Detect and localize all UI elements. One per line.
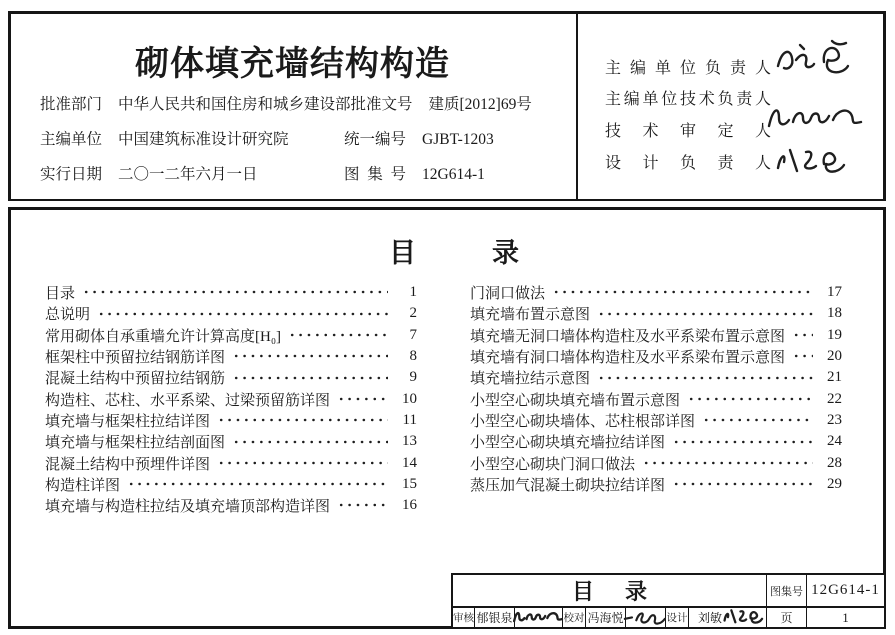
- toc-dot-leader: [597, 303, 813, 324]
- chief-unit-value: 中国建筑标准设计研究院: [118, 131, 289, 148]
- toc-entry-title: 目录: [45, 286, 76, 303]
- toc-entry-title: 门洞口做法: [470, 286, 546, 303]
- content-box: [8, 207, 886, 629]
- toc-dot-leader: [82, 282, 388, 303]
- chief-unit-label: 主编单位: [40, 131, 103, 148]
- toc-entry-page: 10: [402, 390, 417, 407]
- toc-entry: [45, 452, 417, 473]
- toc-entry-page: 20: [827, 348, 842, 365]
- toc-column-left: [45, 282, 417, 516]
- approval-doc-value: 建质[2012]69号: [428, 96, 532, 113]
- approval-doc-label: 批准文号: [350, 96, 413, 113]
- toc-entry-title: 框架柱中预留拉结钢筋详图: [45, 350, 226, 367]
- toc-entry-title: 填充墙有洞口墙体构造柱及水平系梁布置示意图: [470, 350, 786, 367]
- toc-entry: [45, 325, 417, 346]
- sheet-title-cell: [453, 575, 767, 606]
- toc-entry-page: 13: [402, 433, 417, 450]
- toc-entry-page: 14: [402, 454, 417, 471]
- toc-entry-title: 常用砌体自承重墙允许计算高度[H₀]: [45, 328, 282, 345]
- document-title: 砌体填充墙结构构造: [135, 46, 450, 83]
- toc-entry-page: 16: [402, 497, 417, 514]
- checker-name-cell: 冯海悦: [586, 608, 626, 627]
- toc-entry: [45, 367, 417, 388]
- toc-entry-page: 1: [409, 284, 417, 301]
- toc-entry-title: 小型空心砌块墙体、芯柱根部详图: [470, 413, 696, 430]
- designer-label-cell: 设计: [666, 608, 689, 627]
- signature-design-lead-icon: [770, 140, 858, 180]
- toc-dot-leader: [672, 474, 813, 495]
- toc-dot-leader: [792, 325, 813, 346]
- toc-dot-leader: [552, 282, 813, 303]
- info-row-editor: [40, 127, 565, 148]
- toc-dot-leader: [97, 303, 388, 324]
- toc-entry: [45, 474, 417, 495]
- toc-dot-leader: [337, 388, 388, 409]
- checker-signature-icon: [622, 603, 672, 629]
- atlas-no-value: 12G614-1: [422, 166, 485, 183]
- toc-dot-leader: [337, 495, 388, 516]
- toc-entry: [470, 452, 842, 473]
- role-chief-editor: 主编单位负责人: [605, 60, 771, 77]
- toc-dot-leader: [232, 431, 388, 452]
- sheet-title: 目录: [571, 579, 678, 604]
- toc-entry-page: 11: [402, 411, 417, 428]
- toc-entry: [470, 303, 842, 324]
- toc-dot-leader: [597, 367, 813, 388]
- effective-date-label: 实行日期: [40, 166, 103, 183]
- designer-name: 刘敏: [698, 611, 723, 625]
- toc-entry-page: 24: [827, 433, 842, 450]
- toc-dot-leader: [702, 410, 813, 431]
- info-row-date: [40, 162, 565, 183]
- reviewer-name-cell: 郁银泉: [475, 608, 515, 627]
- atlas-no-cell: 12G614-1: [811, 582, 880, 598]
- atlas-no-label-cell: 图集号: [767, 575, 807, 606]
- toc-dot-leader: [127, 474, 388, 495]
- toc-dot-leader: [792, 346, 813, 367]
- toc-entry: [45, 303, 417, 324]
- toc-entry-page: 18: [827, 305, 842, 322]
- toc-entry: [45, 431, 417, 452]
- toc-entry-title: 填充墙与框架柱拉结剖面图: [45, 435, 226, 452]
- toc-entry: [470, 410, 842, 431]
- toc-entry-title: 小型空心砌块填充墙拉结详图: [470, 435, 666, 452]
- unified-no-label: 统一编号: [344, 131, 407, 148]
- toc-entry-title: 填充墙拉结示意图: [470, 371, 591, 388]
- toc-entry: [470, 367, 842, 388]
- toc-entry-title: 构造柱、芯柱、水平系梁、过梁预留筋详图: [45, 392, 331, 409]
- toc-entry: [45, 282, 417, 303]
- toc-dot-leader: [217, 452, 388, 473]
- toc-entry-title: 小型空心砌块填充墙布置示意图: [470, 392, 681, 409]
- approval-dept-label: 批准部门: [40, 96, 103, 113]
- title-block-row-bottom: [453, 608, 884, 627]
- toc-entry: [45, 495, 417, 516]
- toc-heading: 目录: [389, 238, 595, 268]
- toc-entry-title: 构造柱详图: [45, 477, 121, 494]
- effective-date-value: 二〇一二年六月一日: [118, 166, 258, 183]
- reviewer-signature-icon: [511, 603, 567, 630]
- toc-column-right: [470, 282, 842, 495]
- toc-entry-title: 小型空心砌块门洞口做法: [470, 456, 636, 473]
- toc-entry-title: 蒸压加气混凝土砌块拉结详图: [470, 477, 666, 494]
- toc-dot-leader: [672, 431, 813, 452]
- drawing-title-block: [451, 573, 886, 629]
- toc-entry-page: 22: [827, 390, 842, 407]
- toc-entry: [45, 410, 417, 431]
- toc-entry-page: 21: [827, 369, 842, 386]
- toc-entry-page: 9: [409, 369, 417, 386]
- toc-entry: [470, 346, 842, 367]
- toc-entry: [45, 388, 417, 409]
- signature-tech-approver-icon: [763, 92, 871, 142]
- reviewer-label-cell: 审核: [453, 608, 475, 627]
- toc-entry: [470, 431, 842, 452]
- toc-entry: [470, 474, 842, 495]
- toc-entry-page: 2: [409, 305, 417, 322]
- toc-entry-title: 总说明: [45, 307, 91, 324]
- toc-entry-title: 混凝土结构中预埋件详图: [45, 456, 211, 473]
- toc-entry-page: 29: [827, 475, 842, 492]
- toc-entry-title: 混凝土结构中预留拉结钢筋: [45, 371, 226, 388]
- toc-entry: [470, 388, 842, 409]
- approval-info-table: [40, 92, 565, 197]
- toc-entry-page: 15: [402, 475, 417, 492]
- toc-entry-page: 28: [827, 454, 842, 471]
- designer-name-cell: [689, 608, 767, 627]
- toc-dot-leader: [288, 325, 388, 346]
- toc-entry-page: 7: [409, 326, 417, 343]
- toc-dot-leader: [232, 346, 388, 367]
- role-design-lead: 设计负责人: [605, 155, 771, 172]
- checker-label-cell: 校对: [563, 608, 586, 627]
- reviewer-signature-cell: [515, 608, 563, 627]
- designer-signature-icon: [720, 604, 770, 628]
- toc-entry: [470, 325, 842, 346]
- toc-entry: [470, 282, 842, 303]
- approval-dept-value: 中华人民共和国住房和城乡建设部: [118, 96, 351, 113]
- page-number-cell: 1: [842, 609, 849, 625]
- toc-entry-page: 23: [827, 411, 842, 428]
- header-divider: [576, 14, 578, 199]
- page-label-cell: 页: [767, 608, 807, 627]
- toc-entry: [45, 346, 417, 367]
- toc-entry-title: 填充墙与构造柱拉结及填充墙顶部构造详图: [45, 499, 331, 516]
- role-tech-approver: 技术审定人: [605, 123, 771, 140]
- toc-entry-page: 19: [827, 326, 842, 343]
- signature-chief-editor-icon: [770, 36, 862, 84]
- toc-dot-leader: [232, 367, 388, 388]
- toc-entry-page: 8: [409, 348, 417, 365]
- unified-no-value: GJBT-1203: [422, 131, 494, 148]
- role-chief-tech: 主编单位技术负责人: [605, 91, 771, 108]
- toc-entry-title: 填充墙布置示意图: [470, 307, 591, 324]
- toc-entry-title: 填充墙与框架柱拉结详图: [45, 413, 211, 430]
- checker-signature-cell: [626, 608, 666, 627]
- toc-dot-leader: [217, 410, 388, 431]
- header-box: [8, 11, 886, 201]
- toc-dot-leader: [642, 452, 813, 473]
- toc-entry-page: 17: [827, 284, 842, 301]
- info-row-approval: [40, 92, 565, 113]
- atlas-no-label: 图集号: [344, 166, 406, 183]
- toc-dot-leader: [687, 388, 813, 409]
- toc-entry-title: 填充墙无洞口墙体构造柱及水平系梁布置示意图: [470, 328, 786, 345]
